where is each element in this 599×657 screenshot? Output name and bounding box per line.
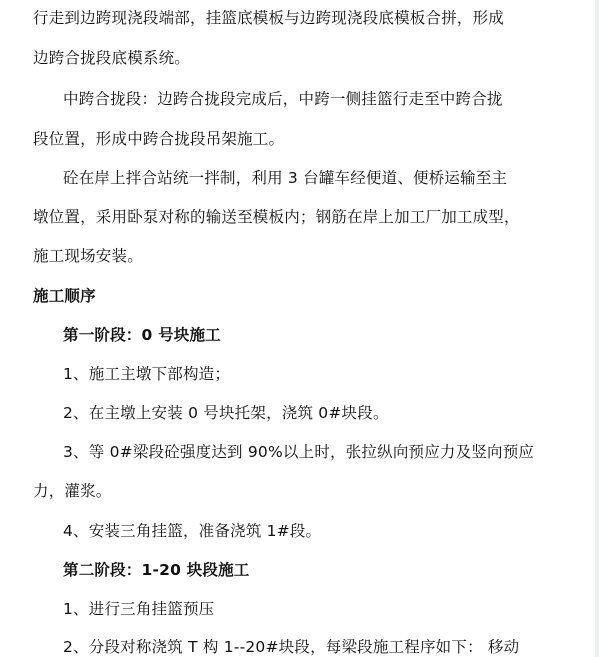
subsection-heading: 第一阶段：0 号块施工 — [63, 326, 221, 344]
paragraph-line: 中跨合拢段：边跨合拢段完成后，中跨一侧挂篮行走至中跨合拢 — [63, 90, 503, 108]
paragraph-line: 墩位置，采用卧泵对称的输送至模板内；钢筋在岸上加工厂加工成型， — [33, 208, 520, 226]
list-item: 4、安装三角挂篮，准备浇筑 1#段。 — [63, 522, 322, 540]
list-item: 2、分段对称浇筑 T 构 1--20#块段，每梁段施工程序如下： 移动 — [63, 638, 520, 656]
subsection-heading: 第二阶段：1-20 块段施工 — [63, 561, 250, 579]
list-item: 1、进行三角挂篮预压 — [63, 600, 215, 618]
list-item: 3、等 0#梁段砼强度达到 90%以上时，张拉纵向预应力及竖向预应 — [63, 443, 535, 461]
section-heading: 施工顺序 — [33, 287, 96, 305]
list-item: 1、施工主墩下部构造； — [63, 365, 231, 383]
paragraph-line: 砼在岸上拌合站统一拌制，利用 3 台罐车经便道、便桥运输至主 — [63, 169, 508, 187]
list-item: 2、在主墩上安装 0 号块托架，浇筑 0#块段。 — [63, 404, 389, 422]
paragraph-line: 施工现场安装。 — [33, 247, 143, 265]
list-item-continuation: 力，灌浆。 — [33, 482, 112, 500]
paragraph-line: 行走到边跨现浇段端部，挂篮底模板与边跨现浇段底模板合拼，形成 — [33, 9, 505, 27]
paragraph-line: 边跨合拢段底模系统。 — [33, 49, 191, 67]
paragraph-line: 段位置，形成中跨合拢段吊架施工。 — [33, 130, 285, 148]
page-edge — [595, 0, 599, 657]
